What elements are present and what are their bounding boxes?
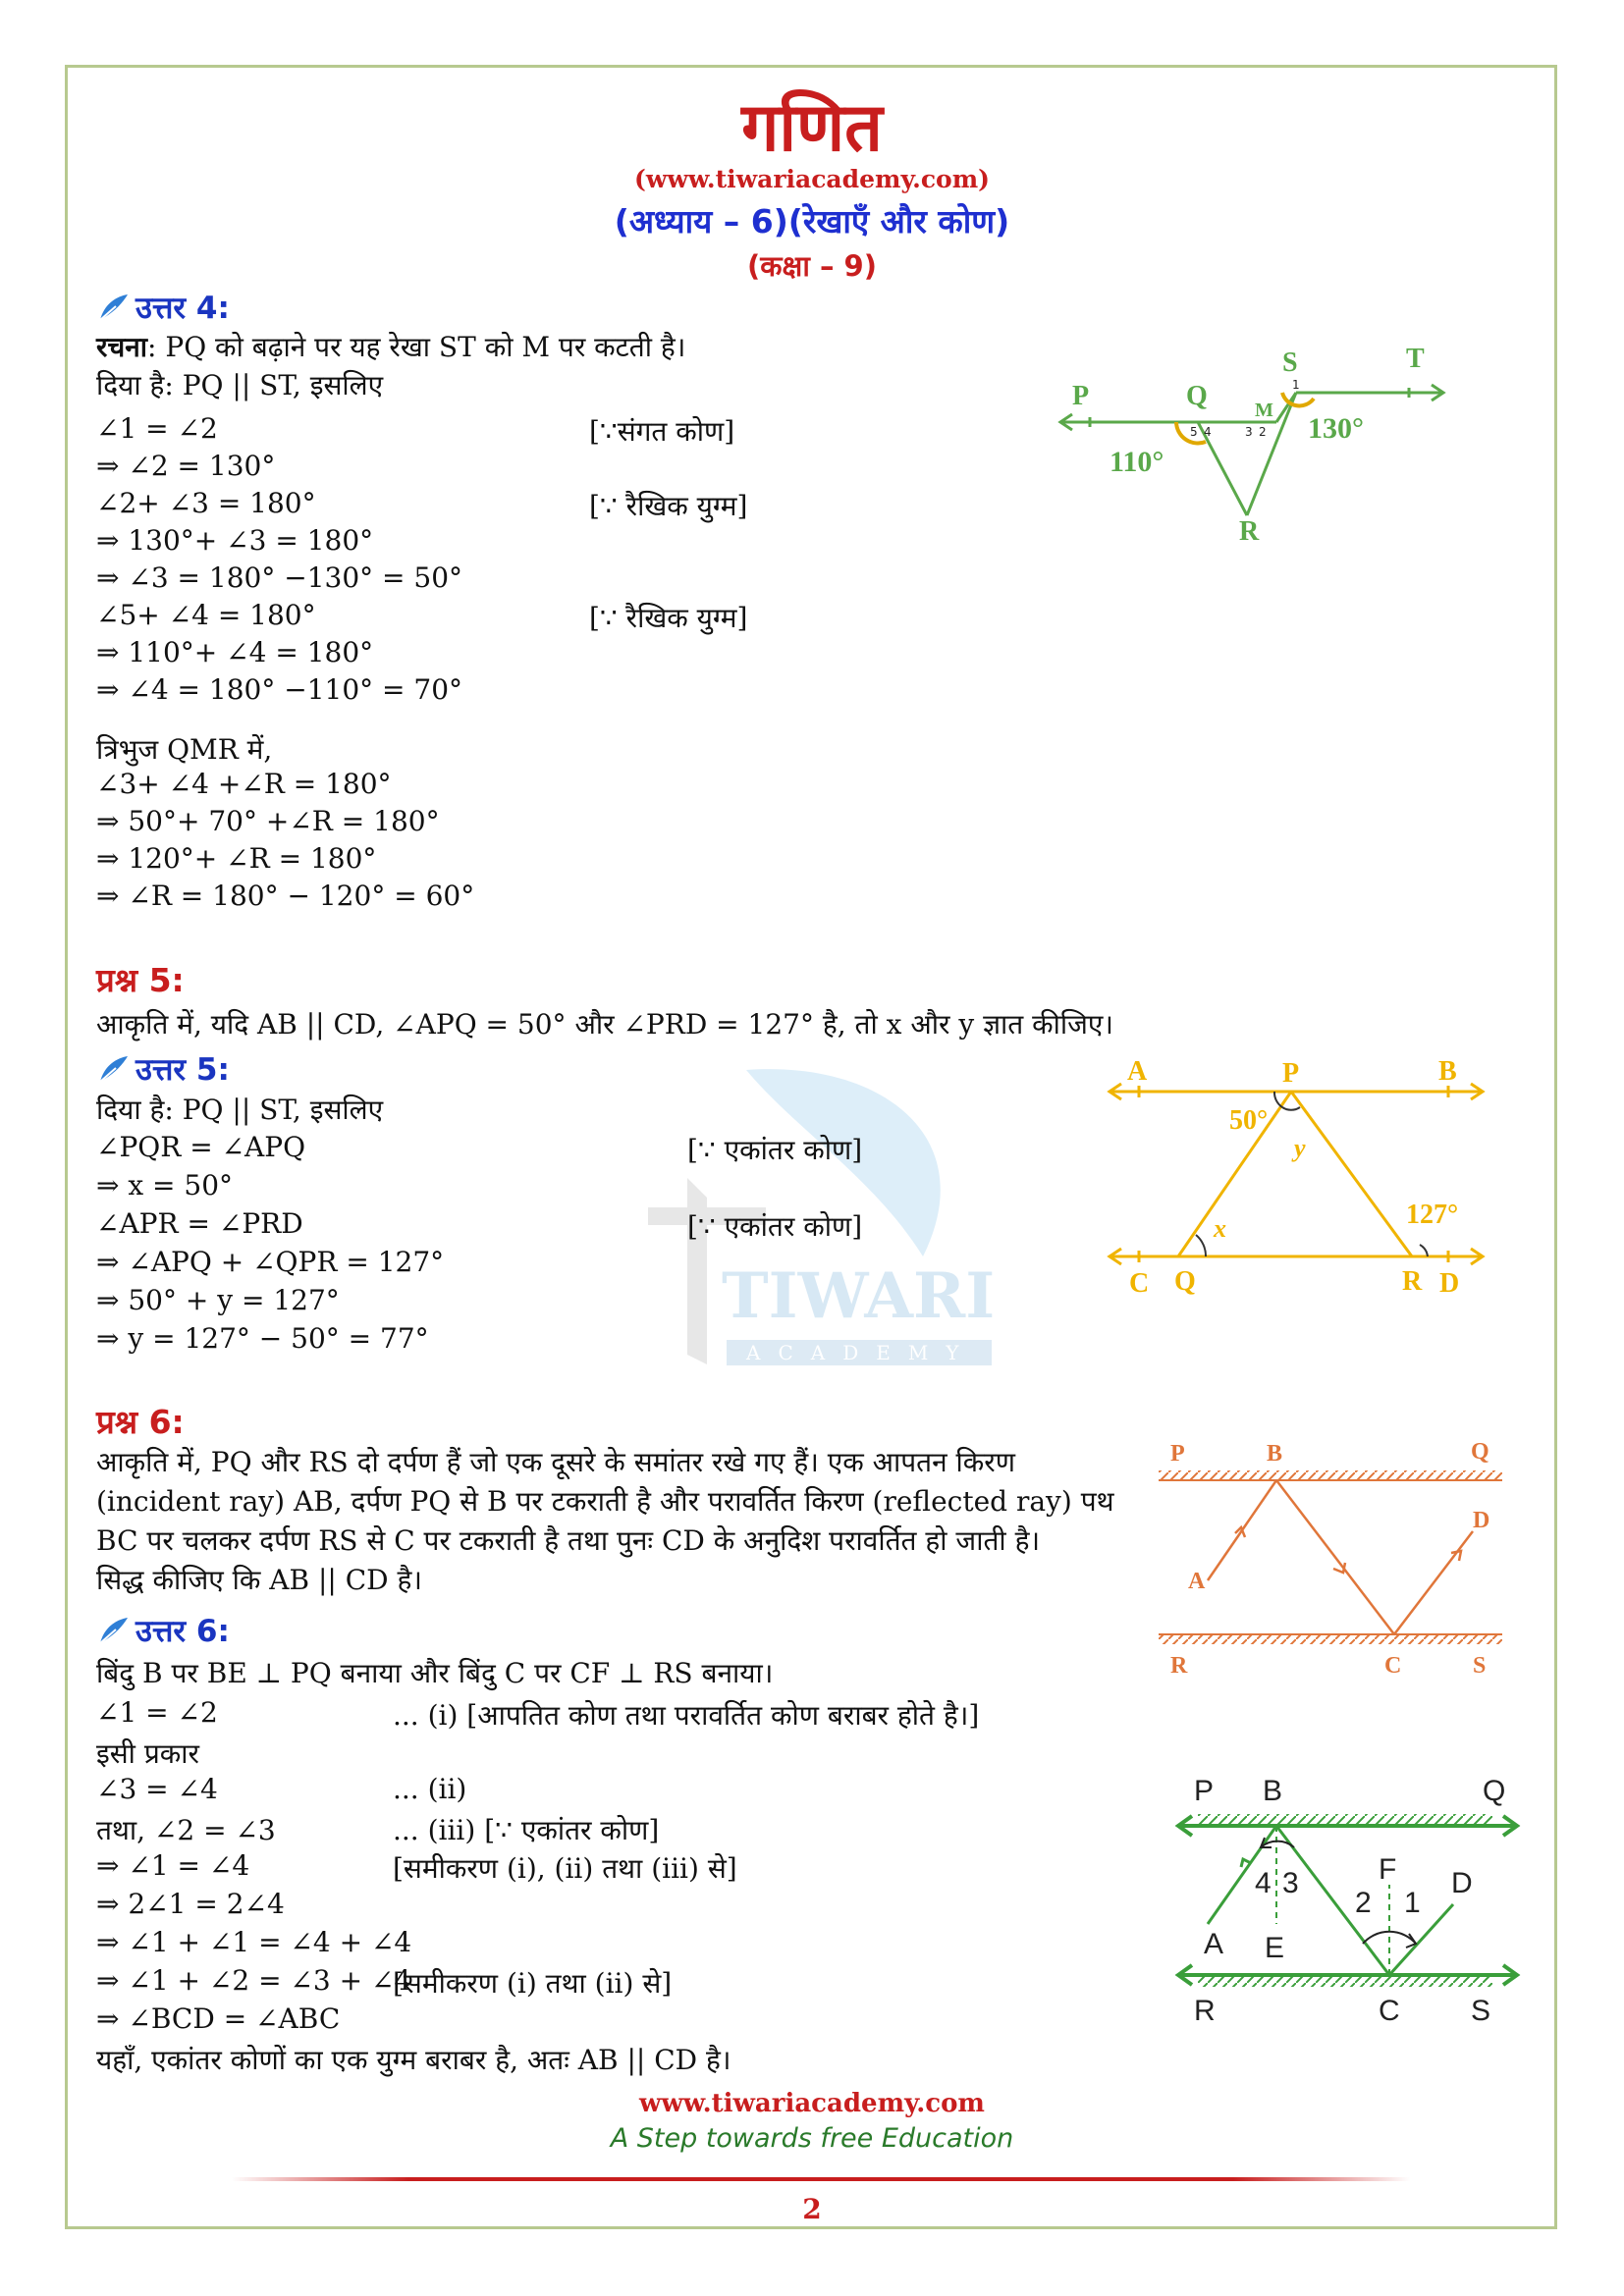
a6-eq: ⇒ ∠1 = ∠4 [96,1849,250,1882]
question5-text: आकृति में, यदि AB || CD, ∠APQ = 50° और ∠PRD = 127° है, तो x और y ज्ञात कीजिए। [96,1008,1114,1041]
fig6a-label-b: B [1267,1441,1283,1467]
a4-step: ∠1 = ∠2 [96,412,218,445]
a4-step: ⇒ 130°+ ∠3 = 180° [96,524,374,557]
a6-eq: ⇒ ∠1 + ∠2 = ∠3 + ∠4 [96,1964,412,1997]
fig6b-label-a: A [1204,1928,1224,1960]
a6-eq: ⇒ ∠BCD = ∠ABC [96,2002,341,2035]
fig4-label-m: M [1255,400,1273,421]
fig5-var-y: y [1294,1134,1306,1162]
fig5-label-a: A [1127,1056,1148,1087]
q6-line: आकृति में, PQ और RS दो दर्पण हैं जो एक दूसरे के समांतर रखे गए हैं। एक आपतन किरण [96,1446,1015,1478]
fig5-label-b: B [1438,1056,1457,1087]
fig6a-label-d: D [1473,1508,1490,1533]
fig4-label-r: R [1239,516,1260,547]
fig4-num-1: 1 [1292,378,1300,392]
q6-line: (incident ray) AB, दर्पण PQ से B पर टकराती है और परावर्तित किरण (reflected ray) पथ [96,1485,1114,1518]
fig5-label-c: C [1129,1268,1150,1299]
answer4-given: दिया है: PQ || ST, इसलिए [96,369,384,401]
fig6a-label-c: C [1384,1653,1402,1679]
fig6b-label-4: 4 [1255,1867,1272,1899]
fig6b-label-b: B [1263,1775,1283,1807]
fig6a-label-a: A [1188,1569,1206,1594]
fig6b-label-e: E [1265,1932,1285,1964]
question6-heading: प्रश्न 6: [96,1403,185,1441]
a6-eq: ⇒ 2∠1 = 2∠4 [96,1888,285,1920]
footer-tagline: A Step towards free Education [610,2123,1014,2154]
figure-answer6 [1159,1757,1532,2032]
construction-text: : PQ को बढ़ाने पर यह रेखा ST को M पर कटती है। [147,331,686,363]
question5-heading: प्रश्न 5: [96,961,185,999]
answer5-given: दिया है: PQ || ST, इसलिए [96,1094,384,1126]
a6-eq: ⇒ ∠1 + ∠1 = ∠4 + ∠4 [96,1926,412,1958]
a4-reason: [∵संगत कोण] [589,415,735,448]
fig6b-label-p: P [1194,1775,1215,1807]
feather-icon [96,1052,130,1086]
triangle-intro: त्रिभुज QMR में, [96,733,273,766]
a4-reason: [∵ रैखिक युग्म] [589,602,748,634]
q6-line: BC पर चलकर दर्पण RS से C पर टकराती है तथा पुनः CD के अनुदिश परावर्तित हो जाती है। [96,1524,1041,1557]
fig5-label-q: Q [1174,1266,1196,1297]
a4-reason: [∵ रैखिक युग्म] [589,490,748,522]
fig6a-label-s: S [1473,1653,1487,1679]
a6-note: ... (ii) [393,1773,467,1805]
answer5-heading-row [96,1048,230,1090]
fig4-angle-110: 110° [1110,446,1164,478]
fig6a-label-q: Q [1471,1439,1489,1465]
fig5-label-d: D [1439,1268,1460,1299]
a4-step: ⇒ ∠2 = 130° [96,450,276,482]
figure-answer4 [1051,334,1463,550]
a5-reason: [∵ एकांतर कोण] [687,1210,863,1243]
fig4-label-q: Q [1186,381,1208,411]
fig6b-label-c: C [1379,1995,1400,2027]
fig6b-label-f: F [1379,1853,1397,1886]
a4-tri-step: ∠3+ ∠4 +∠R = 180° [96,768,392,800]
fig6b-label-1: 1 [1404,1887,1421,1919]
feather-icon [96,291,130,324]
fig6b-label-q: Q [1483,1775,1506,1807]
a5-step: ⇒ ∠APQ + ∠QPR = 127° [96,1246,445,1278]
a6-note: ... (iii) [∵ एकांतर कोण] [393,1814,660,1846]
fig6b-label-2: 2 [1355,1887,1372,1919]
fig6a-label-r: R [1170,1653,1188,1679]
a4-tri-step: ⇒ ∠R = 180° − 120° = 60° [96,880,475,912]
fig5-angle-127: 127° [1406,1200,1459,1230]
fig6b-label-r: R [1194,1995,1216,2027]
class-label: (कक्षा – 9) [747,249,877,283]
a4-step: ∠5+ ∠4 = 180° [96,599,316,631]
footer-divider [232,2177,1410,2181]
answer4-construction [96,328,685,365]
answer6-heading-row [96,1610,230,1651]
a5-step: ⇒ 50° + y = 127° [96,1284,340,1316]
a6-eq: इसी प्रकार [96,1737,199,1770]
fig5-var-x: x [1214,1214,1226,1243]
fig5-angle-50: 50° [1229,1105,1269,1136]
fig4-label-p: P [1072,381,1090,411]
fig6b-label-d: D [1451,1867,1473,1899]
a4-step: ∠2+ ∠3 = 180° [96,487,316,519]
construction-label: रचना [96,331,148,363]
page-title: गणित [741,89,883,167]
a5-step: ⇒ y = 127° − 50° = 77° [96,1322,429,1355]
a6-note: [समीकरण (i) तथा (ii) से] [393,1967,673,2000]
fig5-label-p: P [1282,1058,1300,1089]
fig6b-label-s: S [1471,1995,1491,2027]
footer-site: www.tiwariacademy.com [639,2089,985,2118]
answer4-heading-row [96,287,230,328]
a5-step: ∠PQR = ∠APQ [96,1131,306,1163]
a4-tri-step: ⇒ 50°+ 70° +∠R = 180° [96,805,440,837]
fig4-num-3: 3 [1245,425,1253,439]
answer6-conclusion: यहाँ, एकांतर कोणों का एक युग्म बराबर है, अतः AB || CD है। [96,2044,731,2076]
q6-line: सिद्ध कीजिए कि AB || CD है। [96,1564,422,1596]
a5-reason: [∵ एकांतर कोण] [687,1134,863,1166]
chapter-title: (अध्याय – 6)(रेखाएँ और कोण) [614,202,1010,240]
fig4-label-t: T [1406,344,1425,374]
a4-step: ⇒ 110°+ ∠4 = 180° [96,636,374,668]
watermark-brand: TIWARI [722,1259,996,1333]
a6-eq: तथा, ∠2 = ∠3 [96,1814,276,1846]
a5-step: ⇒ x = 50° [96,1169,234,1201]
fig5-label-r: R [1402,1266,1423,1297]
figure-answer5 [1100,1050,1492,1315]
fig6a-label-p: P [1170,1441,1185,1467]
question6-text [96,1443,1176,1600]
watermark-sub: ACADEMY [746,1341,977,1364]
figure-question6 [1149,1433,1512,1698]
fig4-num-2: 2 [1259,425,1267,439]
fig4-num-5: 5 [1190,425,1198,439]
a6-eq: ∠3 = ∠4 [96,1773,218,1805]
fig4-label-s: S [1282,347,1298,378]
a4-tri-step: ⇒ 120°+ ∠R = 180° [96,842,377,875]
fig4-num-4: 4 [1204,425,1212,439]
answer6-heading: उत्तर 6: [135,1614,230,1649]
a4-step: ⇒ ∠4 = 180° −110° = 70° [96,673,463,706]
header-site: (www.tiwariacademy.com) [633,165,990,193]
feather-icon [96,1614,130,1647]
answer5-heading: उत्तर 5: [135,1052,230,1088]
fig6b-label-3: 3 [1282,1867,1299,1899]
a4-step: ⇒ ∠3 = 180° −130° = 50° [96,561,463,594]
a6-eq: ∠1 = ∠2 [96,1696,218,1729]
page-number: 2 [802,2193,822,2225]
a6-note: ... (i) [आपतित कोण तथा परावर्तित कोण बराबर होते है।] [393,1699,980,1732]
fig4-angle-130: 130° [1308,412,1364,445]
a5-step: ∠APR = ∠PRD [96,1207,303,1240]
answer4-heading: उत्तर 4: [135,291,230,326]
a6-note: [समीकरण (i), (ii) तथा (iii) से] [393,1852,737,1885]
answer6-intro: बिंदु B पर BE ⊥ PQ बनाया और बिंदु C पर CF ⊥ RS बनाया। [96,1657,774,1689]
